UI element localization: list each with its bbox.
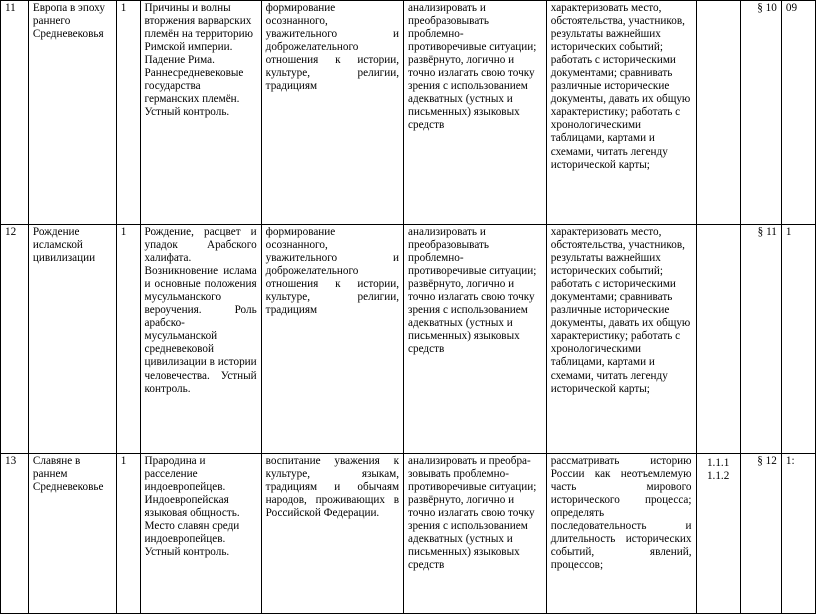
lesson-content: Рождение, расцвет и упадок Арабского халифата. Возникновение ислама и основные положения мусульманского вероучения. Роль арабско-мусульманской средневековой цивилизации в истории человечества. Устный контроль. (140, 225, 261, 454)
table-row (1, 225, 816, 454)
lesson-number: 11 (1, 1, 29, 225)
lesson-topic: Рождение исламской цивилизации (28, 225, 116, 454)
lesson-hours: 1 (116, 1, 140, 225)
lesson-content: Прародина и расселение индоевропейцев. Индоевропейская языковая общность. Место славян среди индоевропейцев. Устный контроль. (140, 454, 261, 614)
metasubject-outcomes: анализировать и преобразовывать проблемно-противоречивые ситуации; развёрнуто, логично и точно излагать свою точку зрения с использованием адекватных (устных и письменных) языковых средств (404, 225, 547, 454)
textbook-paragraph: § 12 (740, 454, 781, 614)
lesson-topic: Европа в эпоху раннего Средневековья (28, 1, 116, 225)
textbook-paragraph: § 10 (740, 1, 781, 225)
codifier-codes (696, 225, 740, 454)
lesson-date: 1: (781, 454, 815, 614)
subject-outcomes: характеризовать место, обстоятельства, участников, результаты важнейших исторических событий; работать с историческими документами; сравнивать различные исторические документы, давать их общую характеристику; работать с хронологическими таблицами, картами и схемами, читать легенду исторической карты; (546, 1, 696, 225)
codifier-codes: 1.1.1 1.1.2 (696, 454, 740, 614)
personal-outcomes: формирование осознанного, уважительного и доброжелательного отношения к истории, культуре, религии, традициям (261, 1, 403, 225)
lesson-date: 09 (781, 1, 815, 225)
metasubject-outcomes: анализировать и преобра-зовывать проблемно-противоречивые ситуации; развёрнуто, логично и точно излагать свою точку зрения с использованием адекватных (устных и письменных) языковых средств (404, 454, 547, 614)
lesson-hours: 1 (116, 454, 140, 614)
lesson-number: 12 (1, 225, 29, 454)
lesson-content: Причины и волны вторжения варварских племён на территорию Римской империи. Падение Рима. Раннесредневековые государства германских племён. Устный контроль. (140, 1, 261, 225)
personal-outcomes: воспитание уважения к культуре, языкам, традициям и обычаям народов, проживающих в Российской Федерации. (261, 454, 403, 614)
personal-outcomes: формирование осознанного, уважительного и доброжелательного отношения к истории, культуре, религии, традициям (261, 225, 403, 454)
codifier-codes (696, 1, 740, 225)
lesson-number: 13 (1, 454, 29, 614)
lesson-hours: 1 (116, 225, 140, 454)
textbook-paragraph: § 11 (740, 225, 781, 454)
lesson-date: 1 (781, 225, 815, 454)
table-row (1, 1, 816, 225)
subject-outcomes: рассматривать историю России как неотъемлемую часть мирового исторического процесса; определять последовательность и длительность исторических событий, явлений, процессов; (546, 454, 696, 614)
metasubject-outcomes: анализировать и преобразовывать проблемно-противоречивые ситуации; развёрнуто, логично и точно излагать свою точку зрения с использованием адекватных (устных и письменных) языковых средств (404, 1, 547, 225)
lesson-topic: Славяне в раннем Средневековье (28, 454, 116, 614)
subject-outcomes: характеризовать место, обстоятельства, участников, результаты важнейших исторических событий; работать с историческими документами; сравнивать различные исторические документы, давать их общую характеристику; работать с хронологическими таблицами, картами и схемами, читать легенду исторической карты; (546, 225, 696, 454)
